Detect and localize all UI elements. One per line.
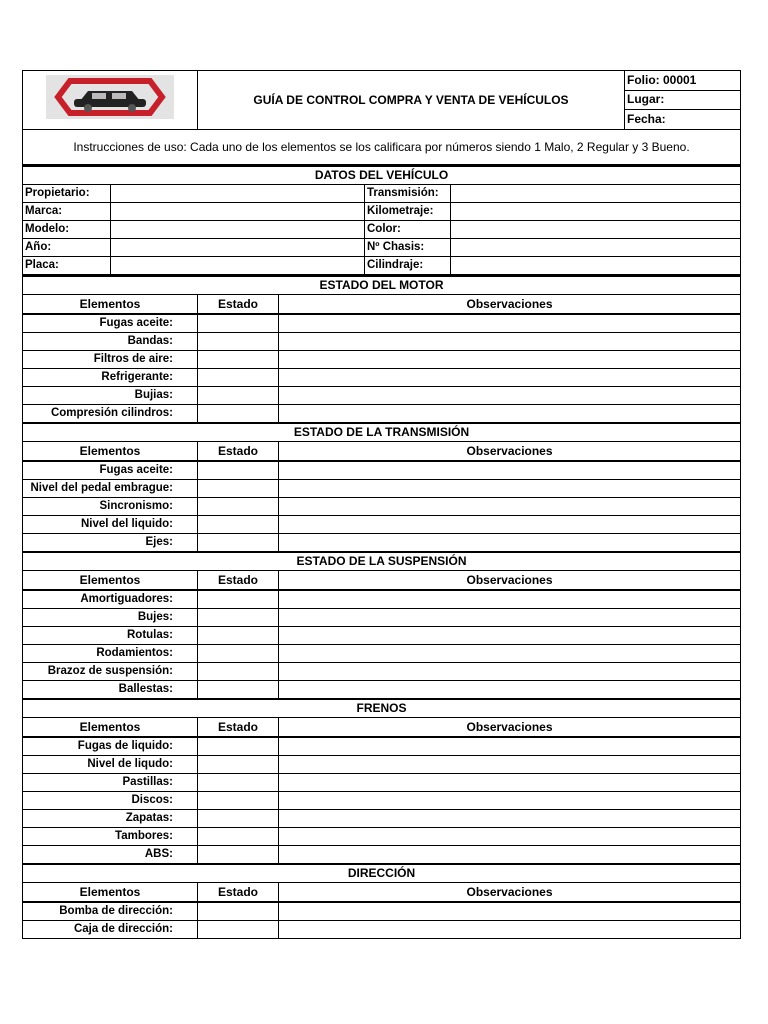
table-row — [23, 810, 741, 828]
element-label: Bujias: — [23, 387, 198, 405]
estado-input[interactable] — [198, 737, 279, 756]
column-header-elementos: Elementos — [23, 442, 198, 462]
column-header-observaciones: Observaciones — [279, 442, 741, 462]
table-row — [23, 516, 741, 534]
vehicle-right-input[interactable] — [451, 185, 741, 203]
observaciones-input[interactable] — [279, 756, 741, 774]
estado-input[interactable] — [198, 645, 279, 663]
column-header-observaciones: Observaciones — [279, 571, 741, 591]
inspection-form — [22, 70, 740, 939]
column-header-estado: Estado — [198, 718, 279, 738]
estado-input[interactable] — [198, 792, 279, 810]
observaciones-input[interactable] — [279, 405, 741, 424]
vehicle-right-label: Nº Chasis: — [365, 239, 451, 257]
element-label: Bomba de dirección: — [23, 902, 198, 921]
vehicle-right-label: Transmisión: — [365, 185, 451, 203]
element-label: Ballestas: — [23, 681, 198, 700]
vehicle-left-label: Marca: — [23, 203, 111, 221]
vehicle-left-label: Placa: — [23, 257, 111, 275]
logo-cell — [23, 71, 198, 130]
vehicle-right-input[interactable] — [451, 221, 741, 239]
element-label: Brazoz de suspensión: — [23, 663, 198, 681]
column-header-observaciones: Observaciones — [279, 718, 741, 738]
table-row — [23, 314, 741, 333]
estado-input[interactable] — [198, 810, 279, 828]
column-header-elementos: Elementos — [23, 718, 198, 738]
section-title: ESTADO DE LA SUSPENSIÓN — [23, 552, 741, 571]
observaciones-input[interactable] — [279, 681, 741, 700]
table-row — [23, 609, 741, 627]
table-row — [23, 756, 741, 774]
vehicle-left-label: Propietario: — [23, 185, 111, 203]
observaciones-input[interactable] — [279, 333, 741, 351]
table-row — [23, 774, 741, 792]
element-label: Bandas: — [23, 333, 198, 351]
table-row — [23, 387, 741, 405]
vehicle-right-label: Kilometraje: — [365, 203, 451, 221]
section-title: ESTADO DEL MOTOR — [23, 276, 741, 295]
column-header-elementos: Elementos — [23, 883, 198, 903]
estado-input[interactable] — [198, 774, 279, 792]
table-row — [23, 681, 741, 700]
element-label: Bujes: — [23, 609, 198, 627]
observaciones-input[interactable] — [279, 516, 741, 534]
vehicle-section-title: DATOS DEL VEHÍCULO — [23, 166, 741, 185]
vehicle-left-label: Modelo: — [23, 221, 111, 239]
estado-input[interactable] — [198, 405, 279, 424]
table-row — [23, 663, 741, 681]
estado-input[interactable] — [198, 351, 279, 369]
column-header-estado: Estado — [198, 295, 279, 315]
vehicle-right-label: Cilindraje: — [365, 257, 451, 275]
fecha-field[interactable]: Fecha: — [625, 110, 741, 130]
instructions-text: Instrucciones de uso: Cada uno de los elementos se los calificara por números siendo 1 Malo, 2 Regular y 3 Bueno. — [23, 130, 741, 165]
lugar-field[interactable]: Lugar: — [625, 90, 741, 110]
element-label: Amortiguadores: — [23, 590, 198, 609]
section-title: DIRECCIÓN — [23, 864, 741, 883]
observaciones-input[interactable] — [279, 609, 741, 627]
element-label: Pastillas: — [23, 774, 198, 792]
estado-input[interactable] — [198, 846, 279, 865]
observaciones-input[interactable] — [279, 534, 741, 553]
table-row — [23, 405, 741, 424]
table-row — [23, 333, 741, 351]
table-row — [23, 645, 741, 663]
estado-input[interactable] — [198, 333, 279, 351]
table-row — [23, 498, 741, 516]
element-label: Ejes: — [23, 534, 198, 553]
estado-input[interactable] — [198, 590, 279, 609]
table-row — [23, 627, 741, 645]
vehicle-left-input[interactable] — [111, 257, 365, 275]
estado-input[interactable] — [198, 902, 279, 921]
observaciones-input[interactable] — [279, 737, 741, 756]
element-label: Fugas de liquido: — [23, 737, 198, 756]
table-row — [23, 534, 741, 553]
table-row — [23, 351, 741, 369]
observaciones-input[interactable] — [279, 846, 741, 865]
vehicle-right-input[interactable] — [451, 257, 741, 275]
column-header-observaciones: Observaciones — [279, 295, 741, 315]
vehicle-right-input[interactable] — [451, 239, 741, 257]
estado-input[interactable] — [198, 609, 279, 627]
inspection-sections-table — [22, 275, 741, 939]
element-label: Fugas aceite: — [23, 461, 198, 480]
table-row — [23, 921, 741, 939]
observaciones-input[interactable] — [279, 902, 741, 921]
estado-input[interactable] — [198, 921, 279, 939]
observaciones-input[interactable] — [279, 828, 741, 846]
column-header-estado: Estado — [198, 883, 279, 903]
column-header-elementos: Elementos — [23, 295, 198, 315]
observaciones-input[interactable] — [279, 590, 741, 609]
section-title: FRENOS — [23, 699, 741, 718]
element-label: Refrigerante: — [23, 369, 198, 387]
observaciones-input[interactable] — [279, 351, 741, 369]
element-label: Caja de dirección: — [23, 921, 198, 939]
column-header-elementos: Elementos — [23, 571, 198, 591]
element-label: Zapatas: — [23, 810, 198, 828]
observaciones-input[interactable] — [279, 480, 741, 498]
vehicle-left-input[interactable] — [111, 203, 365, 221]
element-label: Sincronismo: — [23, 498, 198, 516]
element-label: Rotulas: — [23, 627, 198, 645]
vehicle-data-table — [22, 165, 741, 275]
estado-input[interactable] — [198, 627, 279, 645]
vehicle-left-label: Año: — [23, 239, 111, 257]
element-label: Fugas aceite: — [23, 314, 198, 333]
column-header-estado: Estado — [198, 442, 279, 462]
element-label: Filtros de aire: — [23, 351, 198, 369]
table-row — [23, 828, 741, 846]
table-row — [23, 792, 741, 810]
observaciones-input[interactable] — [279, 774, 741, 792]
vehicle-right-label: Color: — [365, 221, 451, 239]
observaciones-input[interactable] — [279, 663, 741, 681]
table-row — [23, 846, 741, 865]
estado-input[interactable] — [198, 663, 279, 681]
estado-input[interactable] — [198, 387, 279, 405]
section-title: ESTADO DE LA TRANSMISIÓN — [23, 423, 741, 442]
estado-input[interactable] — [198, 756, 279, 774]
observaciones-input[interactable] — [279, 921, 741, 939]
estado-input[interactable] — [198, 369, 279, 387]
table-row — [23, 590, 741, 609]
observaciones-input[interactable] — [279, 461, 741, 480]
element-label: Rodamientos: — [23, 645, 198, 663]
vehicle-left-input[interactable] — [111, 221, 365, 239]
table-row — [23, 902, 741, 921]
estado-input[interactable] — [198, 480, 279, 498]
estado-input[interactable] — [198, 516, 279, 534]
table-row — [23, 369, 741, 387]
element-label: Nivel del liquido: — [23, 516, 198, 534]
header-table — [22, 70, 741, 165]
element-label: Compresión cilindros: — [23, 405, 198, 424]
observaciones-input[interactable] — [279, 627, 741, 645]
estado-input[interactable] — [198, 534, 279, 553]
estado-input[interactable] — [198, 498, 279, 516]
observaciones-input[interactable] — [279, 369, 741, 387]
vehicle-left-input[interactable] — [111, 239, 365, 257]
folio-field[interactable]: Folio: 00001 — [625, 71, 741, 91]
element-label: Tambores: — [23, 828, 198, 846]
vehicle-left-input[interactable] — [111, 185, 365, 203]
car-logo-icon — [40, 71, 180, 123]
estado-input[interactable] — [198, 681, 279, 700]
column-header-observaciones: Observaciones — [279, 883, 741, 903]
observaciones-input[interactable] — [279, 810, 741, 828]
observaciones-input[interactable] — [279, 498, 741, 516]
estado-input[interactable] — [198, 314, 279, 333]
table-row — [23, 737, 741, 756]
estado-input[interactable] — [198, 461, 279, 480]
observaciones-input[interactable] — [279, 645, 741, 663]
estado-input[interactable] — [198, 828, 279, 846]
element-label: ABS: — [23, 846, 198, 865]
table-row — [23, 480, 741, 498]
table-row — [23, 461, 741, 480]
element-label: Nivel del pedal embrague: — [23, 480, 198, 498]
observaciones-input[interactable] — [279, 387, 741, 405]
observaciones-input[interactable] — [279, 314, 741, 333]
column-header-estado: Estado — [198, 571, 279, 591]
vehicle-right-input[interactable] — [451, 203, 741, 221]
form-title: GUÍA DE CONTROL COMPRA Y VENTA DE VEHÍCULOS — [198, 71, 625, 130]
element-label: Nivel de liqudo: — [23, 756, 198, 774]
element-label: Discos: — [23, 792, 198, 810]
observaciones-input[interactable] — [279, 792, 741, 810]
